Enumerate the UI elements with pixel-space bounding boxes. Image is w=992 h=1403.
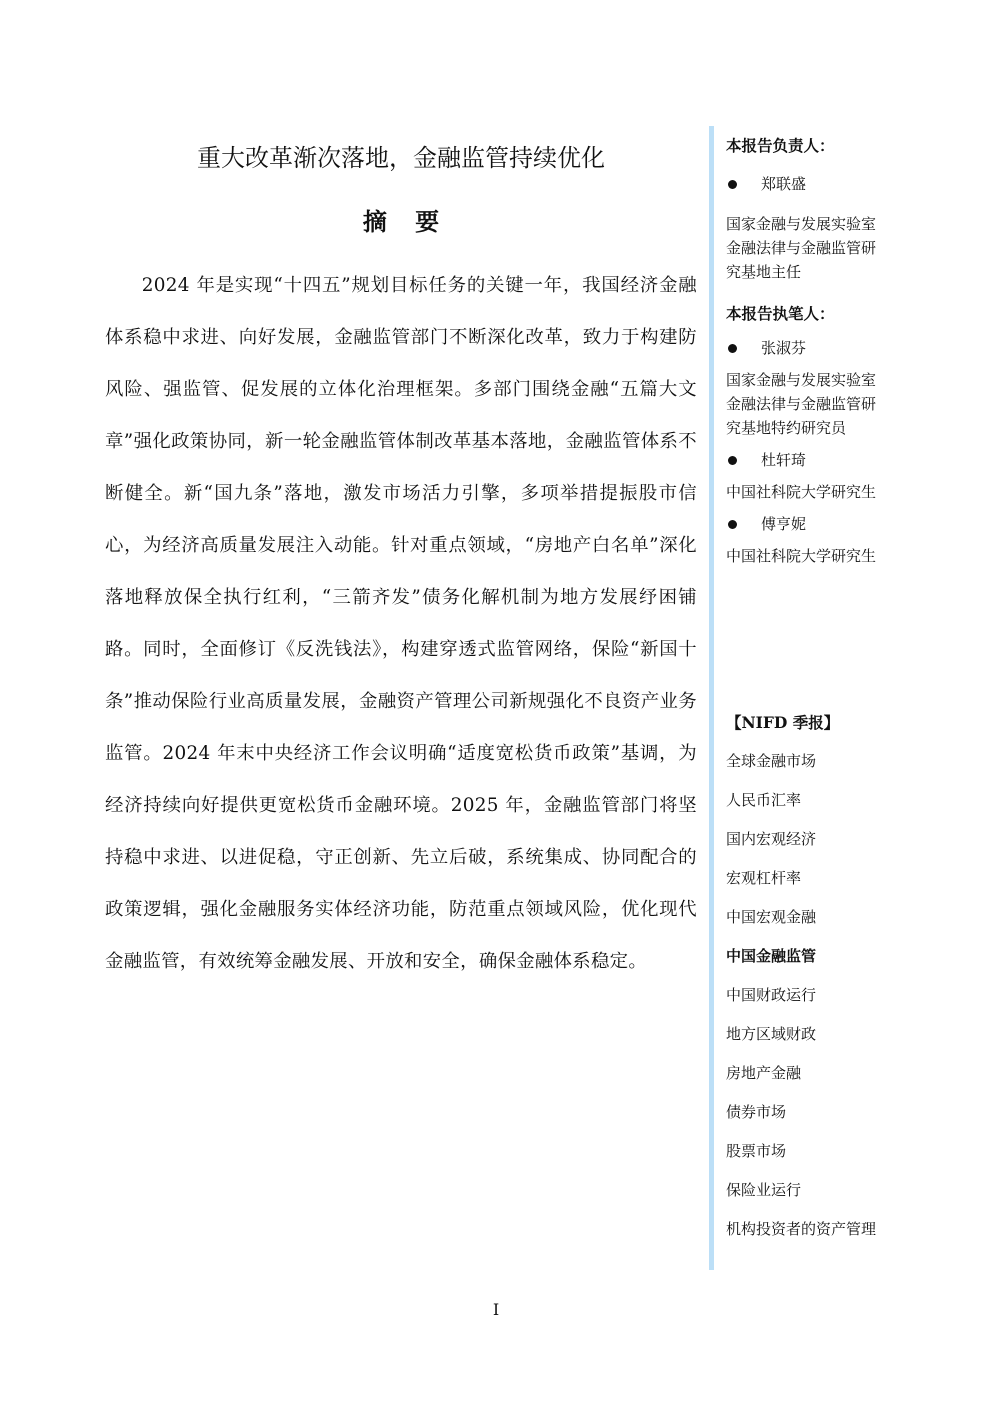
author-name: 张淑芬 [761, 339, 807, 357]
bullet-icon [728, 344, 737, 353]
affiliation-line: 国家金融与发展实验室 [726, 371, 877, 389]
bullet-icon [728, 456, 737, 465]
affiliation-line: 国家金融与发展实验室 [726, 215, 877, 233]
author-name: 杜轩琦 [761, 451, 807, 469]
authors-heading: 本报告执笔人： [726, 304, 835, 323]
author-name: 傅亨妮 [761, 515, 807, 533]
series-item[interactable]: 房地产金融 [726, 1064, 802, 1082]
responsible-list [726, 172, 926, 284]
affiliation-line: 中国社科院大学研究生 [726, 483, 877, 501]
series-item[interactable]: 人民币汇率 [726, 791, 802, 809]
author-affiliation [726, 368, 926, 440]
report-title: 重大改革渐次落地，金融监管持续优化 [197, 144, 605, 172]
series-item[interactable]: 债券市场 [726, 1103, 787, 1121]
author-affiliation [726, 544, 926, 568]
abstract-heading: 摘 要 [362, 208, 450, 236]
series-item[interactable]: 国内宏观经济 [726, 830, 817, 848]
responsible-person [726, 172, 926, 196]
affiliation-line: 金融法律与金融监管研 [726, 395, 877, 413]
affiliation-line: 金融法律与金融监管研 [726, 239, 877, 257]
author-person [726, 512, 926, 536]
abstract-paragraph: 2024 年是实现“十四五”规划目标任务的关键一年，我国经济金融体系稳中求进、向好发展，金融监管部门不断深化改革，致力于构建防风险、强监管、促发展的立体化治理框架。多部门围绕金融“五篇大文章”强化政策协同，新一轮金融监管体制改革基本落地，金融监管体系不断健全。新“国九条”落地，激发市场活力引擎，多项举措提振股市信心，为经济高质量发展注入动能。针对重点领域，“房地产白名单”深化落地释放保全执行红利，“三箭齐发”债务化解机制为地方发展纾困铺路。同时，全面修订《反洗钱法》，构建穿透式监管网络，保险“新国十条”推动保险行业高质量发展，金融资产管理公司新规强化不良资产业务监管。2024 年末中央经济工作会议明确“适度宽松货币政策”基调，为经济持续向好提供更宽松货币金融环境。2025 年，金融监管部门将坚持稳中求进、以进促稳，守正创新、先立后破，系统集成、协同配合的政策逻辑，强化金融服务实体经济功能，防范重点领域风险，优化现代金融监管，有效统筹金融发展、开放和安全，确保金融体系稳定。 [105, 275, 697, 972]
bullet-icon [728, 180, 737, 189]
author-person [726, 336, 926, 360]
series-item[interactable]: 保险业运行 [726, 1181, 802, 1199]
series-item[interactable]: 中国宏观金融 [726, 908, 817, 926]
series-item[interactable]: 机构投资者的资产管理 [726, 1220, 877, 1238]
bullet-icon [728, 520, 737, 529]
author-affiliation [726, 480, 926, 504]
author-person [726, 448, 926, 472]
page-number: I [492, 1300, 500, 1319]
affiliation-line: 中国社科院大学研究生 [726, 547, 877, 565]
authors-list [726, 336, 926, 568]
series-item[interactable]: 地方区域财政 [726, 1025, 817, 1043]
series-item[interactable]: 全球金融市场 [726, 752, 817, 770]
series-list [726, 749, 926, 1256]
affiliation-line: 究基地特约研究员 [726, 419, 847, 437]
responsible-heading: 本报告负责人： [726, 136, 835, 155]
sidebar [726, 134, 926, 1256]
series-item[interactable]: 中国财政运行 [726, 986, 817, 1004]
series-item[interactable]: 宏观杠杆率 [726, 869, 802, 887]
sidebar-divider [709, 126, 714, 1270]
series-item[interactable]: 中国金融监管 [726, 947, 817, 965]
responsible-affiliation [726, 212, 926, 284]
report-main [105, 130, 697, 988]
series-heading: 【NIFD 季报】 [726, 713, 840, 732]
affiliation-line: 究基地主任 [726, 263, 802, 281]
series-item[interactable]: 股票市场 [726, 1142, 787, 1160]
responsible-name: 郑联盛 [761, 175, 807, 193]
